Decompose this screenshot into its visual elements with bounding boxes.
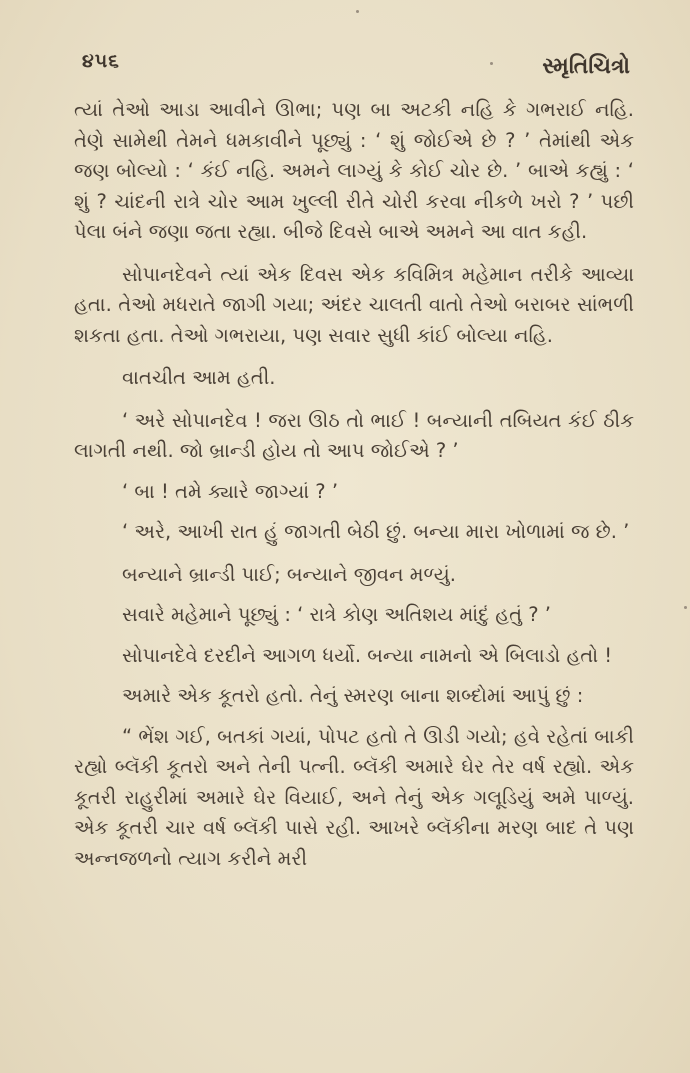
speck — [490, 62, 493, 65]
page-number: ૪૫૬ — [82, 50, 120, 72]
paragraph-7: બન્યાને બ્રાન્ડી પાઈ; બન્યાને જીવન મળ્યું. — [122, 562, 456, 586]
running-head: સ્મૃતિચિત્રો — [542, 54, 630, 79]
page-header — [82, 50, 630, 86]
paragraph-2: સોપાનદેવને ત્યાં એક દિવસ એક કવિમિત્ર મહેમાન તરીકે આવ્યા હતા. તેઓ મધરાતે જાગી ગયા; અંદર ચાલતી વાતો તેઓ બરાબર સાંભળી શકતા હતા. તેઓ ગભરાયા, પણ સવાર સુધી કાંઈ બોલ્યા નહિ. — [74, 262, 634, 347]
paragraph-6: ‘ અરે, આખી રાત હું જાગતી બેઠી છું. બન્યા મારા ખોળામાં જ છે. ’ — [122, 520, 630, 543]
paragraph-9: સોપાનદેવે દરદીને આગળ ધર્યો. બન્યા નામનો એ બિલાડો હતો ! — [122, 643, 613, 667]
speck — [684, 606, 687, 609]
body-text — [74, 95, 634, 874]
paragraph-10: અમારે એક કૂતરો હતો. તેનું સ્મરણ બાના શબ્દોમાં આપું છું : — [122, 684, 584, 707]
paragraph-11: “ ભેંશ ગઈ, બતકાં ગયાં, પોપટ હતો તે ઊડી ગયો; હવે રહેતાં બાકી રહ્યો બ્લૅકી કૂતરો અને તેની પત્ની. બ્લૅકી અમારે ઘેર તેર વર્ષ રહ્યો. એક કૂતરી રાહુરીમાં અમારે ઘેર વિયાઈ, અને તેનું એક ગલૂડિયું અમે પાળ્યું. એક કૂતરી ચાર વર્ષ બ્લૅકી પાસે રહી. આખરે બ્લૅકીના મરણ બાદ તે પણ અન્નજળનો ત્યાગ કરીને મરી — [74, 724, 634, 870]
paragraph-8: સવારે મહેમાને પૂછ્યું : ‘ રાત્રે કોણ અતિશય માંદું હતું ? ’ — [122, 603, 551, 626]
speck — [356, 10, 359, 13]
paragraph-4: ‘ અરે સોપાનદેવ ! જરા ઊઠ તો ભાઈ ! બન્યાની તબિયત કંઈ ઠીક લાગતી નથી. જો બ્રાન્ડી હોય તો આપ જોઈએ ? ’ — [74, 408, 634, 462]
paragraph-1: ત્યાં તેઓ આડા આવીને ઊભા; પણ બા અટકી નહિ કે ગભરાઈ નહિ. તેણે સામેથી તેમને ધમકાવીને પૂછ્યું : ‘ શું જોઈએ છે ? ’ તેમાંથી એક જણ બોલ્યો : ‘ કંઈ નહિ. અમને લાગ્યું કે કોઈ ચોર છે. ’ બાએ કહ્યું : ‘ શું ? ચાંદની રાત્રે ચોર આમ ખુલ્લી રીતે ચોરી કરવા નીકળે ખરો ? ’ પછી પેલા બંને જણા જતા રહ્યા. બીજે દિવસે બાએ અમને આ વાત કહી. — [74, 98, 634, 243]
paragraph-3: વાતચીત આમ હતી. — [122, 366, 276, 389]
paragraph-5: ‘ બા ! તમે ક્યારે જાગ્યાં ? ’ — [122, 479, 339, 503]
